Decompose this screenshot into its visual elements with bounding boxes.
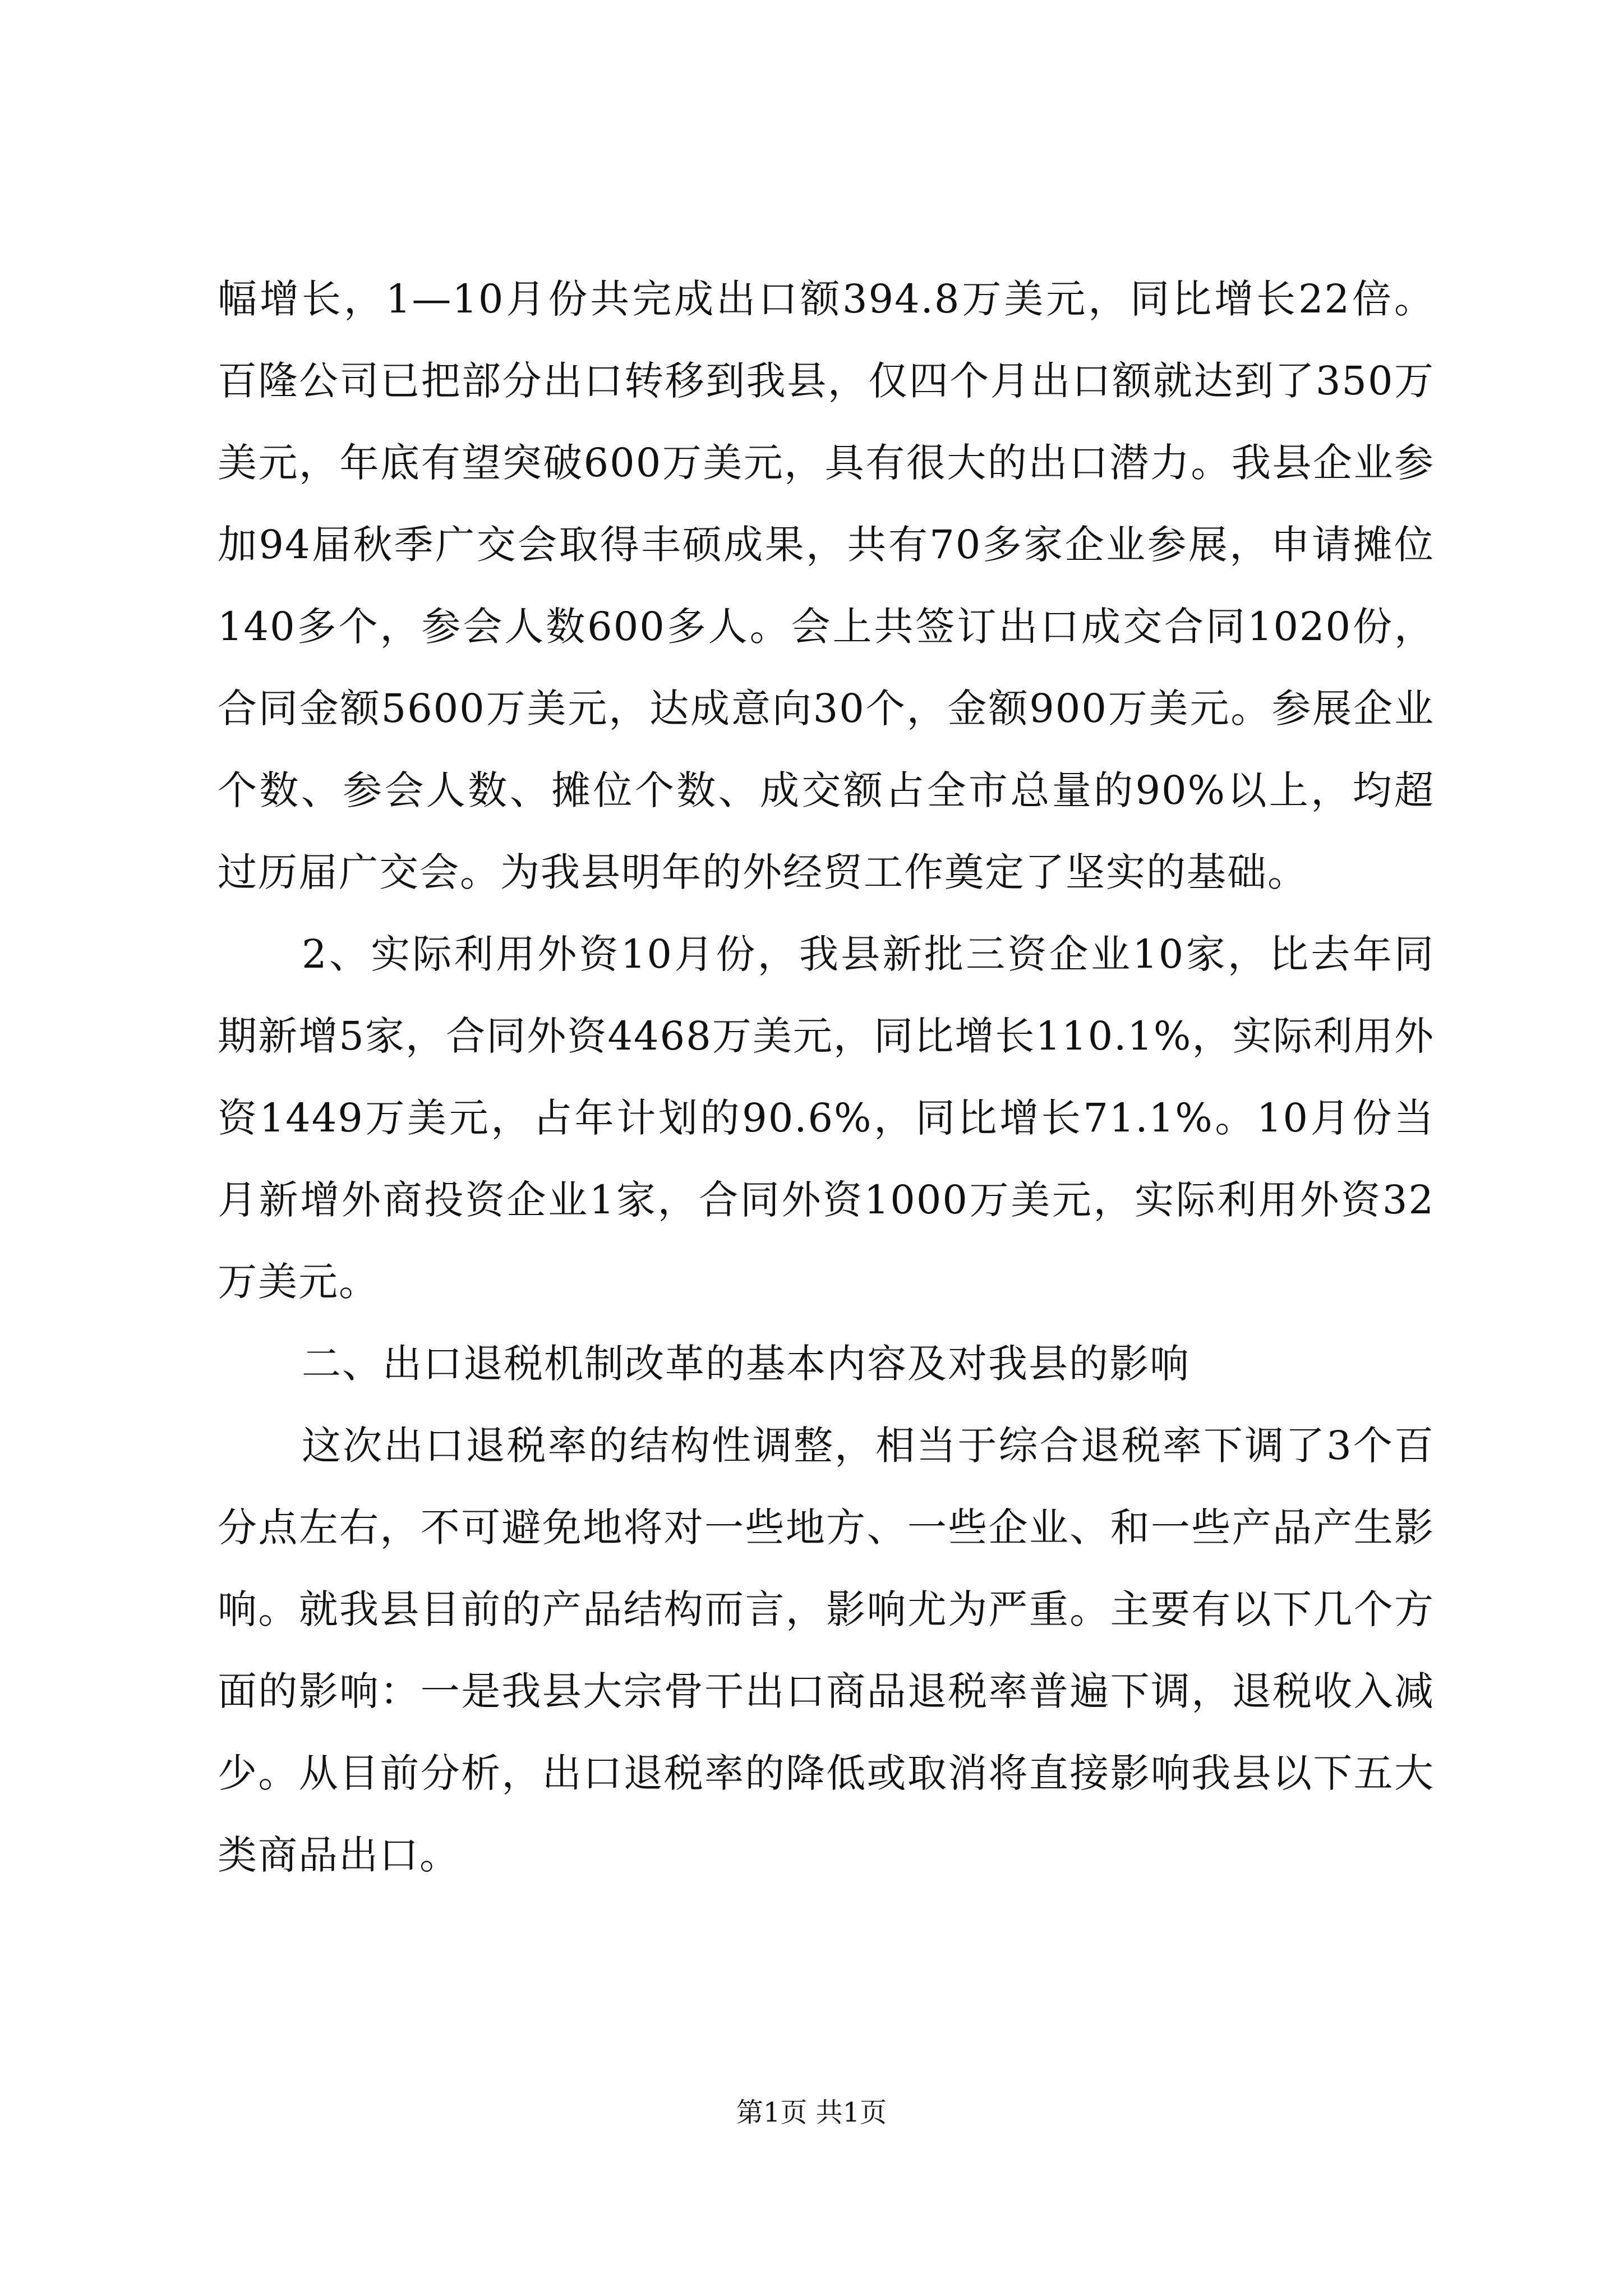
paragraph-export-summary: 幅增长，1—10月份共完成出口额394.8万美元，同比增长22倍。百隆公司已把部分出口转移到我县，仅四个月出口额就达到了350万美元，年底有望突破600万美元，具有很大的出口潜力。我县企业参加94届秋季广交会取得丰硕成果，共有70多家企业参展，申请摊位140多个，参会人数600多人。会上共签订出口成交合同1020份，合同金额5600万美元，达成意向30个，金额900万美元。参展企业个数、参会人数、摊位个数、成交额占全市总量的90%以上，均超过历届广交会。为我县明年的外经贸工作奠定了坚实的基础。: [218, 276, 1435, 895]
document-body: [218, 258, 1435, 1896]
section-heading-tax-rebate: 二、出口退税机制改革的基本内容及对我县的影响: [302, 1341, 1190, 1387]
paragraph-foreign-investment: 2、实际利用外资10月份，我县新批三资企业10家，比去年同期新增5家，合同外资4468万美元，同比增长110.1%，实际利用外资1449万美元，占年计划的90.6%，同比增长71.1%。10月份当月新增外商投资企业1家，合同外资1000万美元，实际利用外资32万美元。: [218, 931, 1435, 1305]
page-footer: 第1页 共1页: [736, 2097, 887, 2128]
paragraph-tax-rebate-impact: 这次出口退税率的结构性调整，相当于综合退税率下调了3个百分点左右，不可避免地将对一些地方、一些企业、和一些产品产生影响。就我县目前的产品结构而言，影响尤为严重。主要有以下几个方面的影响：一是我县大宗骨干出口商品退税率普遍下调，退税收入减少。从目前分析，出口退税率的降低或取消将直接影响我县以下五大类商品出口。: [218, 1423, 1435, 1878]
